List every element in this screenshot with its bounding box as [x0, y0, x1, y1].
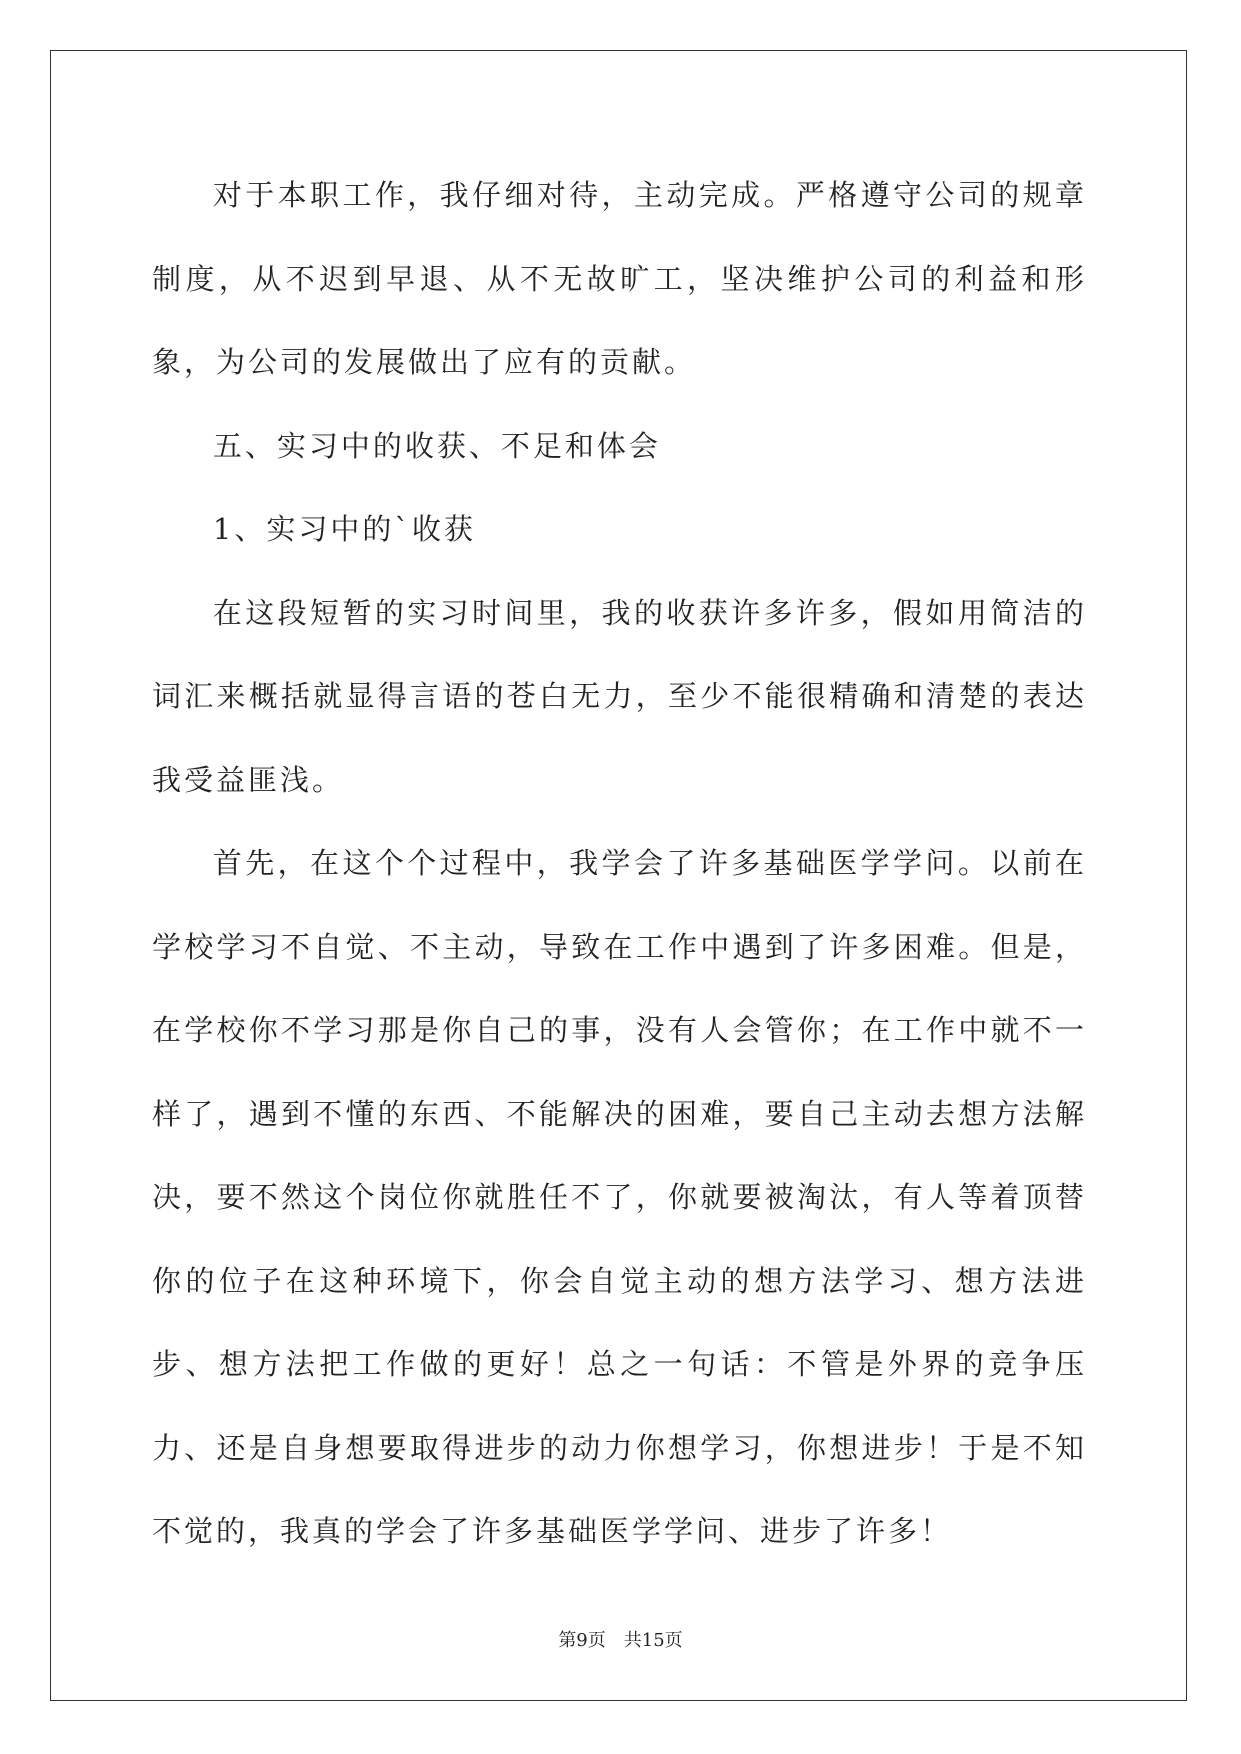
section-heading-gains: 五、实习中的收获、不足和体会 — [212, 428, 661, 463]
paragraph-gains-summary: 在这段短暂的实习时间里，我的收获许多许多，假如用简洁的词汇来概括就显得言语的苍白无力，至少不能很精确和清楚的表达我受益匪浅。 — [152, 595, 1087, 797]
paragraph-duty: 对于本职工作，我仔细对待，主动完成。严格遵守公司的规章制度，从不迟到早退、从不无故旷工，坚决维护公司的利益和形象，为公司的发展做出了应有的贡献。 — [152, 178, 1087, 379]
subsection-heading-gains: 1、实习中的`收获 — [212, 512, 476, 546]
page-number: 第9页 共15页 — [558, 1630, 683, 1651]
document-body — [152, 154, 1087, 1574]
paragraph-learning: 首先，在这个个过程中，我学会了许多基础医学学问。以前在学校学习不自觉、不主动，导致在工作中遇到了许多困难。但是，在学校你不学习那是你自己的事，没有人会管你；在工作中就不一样了，遇到不懂的东西、不能解决的困难，要自己主动去想方法解决，要不然这个岗位你就胜任不了，你就要被淘汰，有人等着顶替你的位子在这种环境下，你会自觉主动的想方法学习、想方法进步、想方法把工作做的更好！总之一句话：不管是外界的竞争压力、还是自身想要取得进步的动力你想学习，你想进步！于是不知不觉的，我真的学会了许多基础医学学问、进步了许多！ — [152, 846, 1087, 1548]
